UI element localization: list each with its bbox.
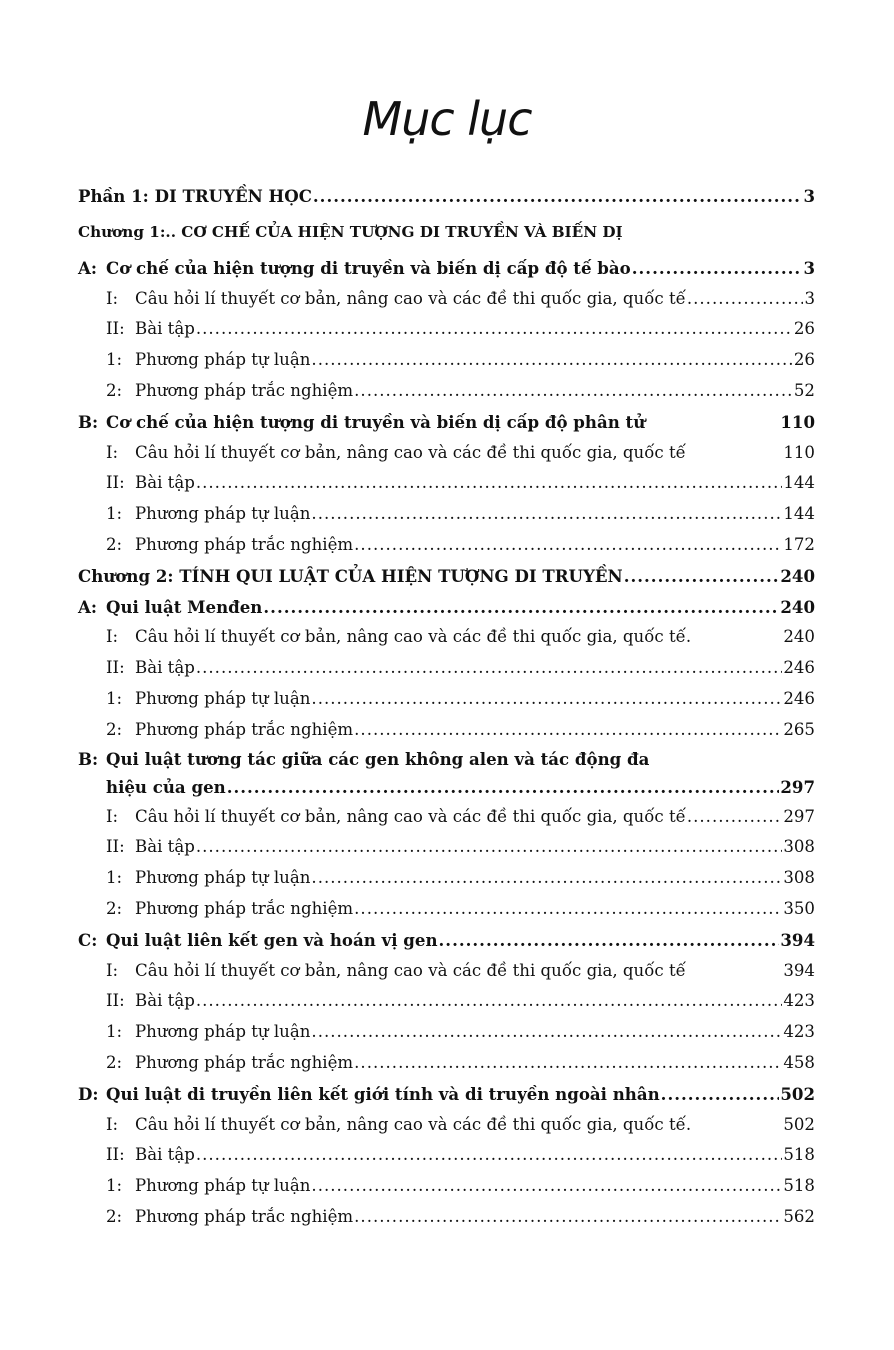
entry-prefix: C: bbox=[78, 929, 98, 950]
entry-prefix: I: bbox=[106, 806, 119, 826]
entry-prefix: D: bbox=[78, 1083, 99, 1104]
entry-label: Phần 1: DI TRUYỀN HỌC bbox=[78, 186, 312, 206]
entry-page-number: 502 bbox=[780, 1083, 815, 1104]
entry-page-number: 423 bbox=[783, 991, 815, 1011]
entry-label: Bài tập bbox=[135, 1145, 195, 1165]
toc-heading-entry[interactable] bbox=[78, 561, 815, 592]
entry-label: Bài tập bbox=[135, 473, 195, 493]
toc-subentry[interactable] bbox=[78, 499, 815, 530]
entry-prefix: I: bbox=[106, 960, 119, 980]
entry-prefix: I: bbox=[106, 627, 119, 647]
entry-prefix: 2: bbox=[106, 1052, 123, 1072]
dot-leader bbox=[354, 715, 782, 746]
entry-label: Phương pháp tự luận bbox=[135, 868, 311, 888]
entry-prefix: 2: bbox=[106, 1206, 123, 1226]
toc-subentry[interactable] bbox=[78, 956, 815, 987]
entry-page-number: 265 bbox=[783, 719, 815, 739]
entry-label: Câu hỏi lí thuyết cơ bản, nâng cao và các đề thi quốc gia, quốc tế. bbox=[135, 627, 692, 647]
toc-heading-entry[interactable] bbox=[78, 212, 815, 253]
entry-prefix: I: bbox=[106, 288, 119, 308]
toc-heading-entry[interactable] bbox=[78, 925, 815, 956]
dot-leader bbox=[196, 832, 782, 863]
entry-prefix: A: bbox=[78, 257, 98, 278]
entry-prefix: 2: bbox=[106, 898, 123, 918]
toc-heading-entry[interactable] bbox=[78, 253, 815, 284]
entry-page-number: 297 bbox=[780, 776, 815, 797]
toc-subentry[interactable] bbox=[78, 802, 815, 833]
entry-page-number: 240 bbox=[780, 596, 815, 617]
dot-leader bbox=[311, 1017, 782, 1048]
toc-heading-entry[interactable] bbox=[78, 407, 815, 438]
toc-subentry[interactable] bbox=[78, 284, 815, 315]
dot-leader bbox=[354, 1202, 782, 1233]
entry-label: Cơ chế của hiện tượng di truyền và biến dị cấp độ tế bào bbox=[106, 257, 631, 278]
entry-label: Phương pháp trắc nghiệm bbox=[135, 1052, 354, 1072]
dot-leader bbox=[354, 1048, 782, 1079]
entry-page-number: 52 bbox=[793, 380, 815, 400]
entry-prefix: 2: bbox=[106, 380, 123, 400]
toc-subentry[interactable] bbox=[78, 653, 815, 684]
dot-leader bbox=[263, 592, 779, 623]
entry-page-number: 350 bbox=[783, 898, 815, 918]
entry-label: Qui luật tương tác giữa các gen không alen và tác động đa bbox=[106, 748, 650, 769]
toc-subentry[interactable] bbox=[78, 376, 815, 407]
toc-heading-entry[interactable] bbox=[78, 592, 815, 623]
entry-prefix: I: bbox=[106, 442, 119, 462]
entry-prefix: 2: bbox=[106, 719, 123, 739]
toc-heading-entry[interactable] bbox=[78, 746, 815, 802]
toc-subentry[interactable] bbox=[78, 622, 815, 653]
entry-label: Bài tập bbox=[135, 837, 195, 857]
toc-subentry[interactable] bbox=[78, 986, 815, 1017]
dot-leader bbox=[354, 894, 782, 925]
entry-prefix: 1: bbox=[106, 350, 123, 370]
toc-subentry[interactable] bbox=[78, 832, 815, 863]
dot-leader bbox=[196, 314, 793, 345]
entry-label: Phương pháp trắc nghiệm bbox=[135, 719, 354, 739]
entry-page-number: 297 bbox=[783, 806, 815, 826]
dot-leader bbox=[313, 181, 803, 212]
entry-page-number: 3 bbox=[803, 186, 815, 206]
entry-label: Qui luật di truyền liên kết giới tính và di truyền ngoài nhân bbox=[106, 1083, 660, 1104]
entry-prefix: II: bbox=[106, 837, 125, 857]
entry-page-number: 240 bbox=[780, 565, 815, 586]
dot-leader bbox=[311, 863, 782, 894]
dot-leader bbox=[687, 284, 804, 315]
toc-subentry[interactable] bbox=[78, 1110, 815, 1141]
entry-page-number: 240 bbox=[783, 627, 815, 647]
entry-page-number: 394 bbox=[783, 960, 815, 980]
entry-prefix: 1: bbox=[106, 1176, 123, 1196]
entry-prefix: II: bbox=[106, 658, 125, 678]
toc-subentry[interactable] bbox=[78, 345, 815, 376]
entry-page-number: 394 bbox=[780, 929, 815, 950]
entry-page-number: 144 bbox=[783, 504, 815, 524]
dot-leader bbox=[632, 253, 803, 284]
dot-leader bbox=[354, 376, 793, 407]
entry-prefix: B: bbox=[78, 748, 99, 769]
entry-label: Câu hỏi lí thuyết cơ bản, nâng cao và các đề thi quốc gia, quốc tế bbox=[135, 806, 686, 826]
dot-leader bbox=[624, 561, 780, 592]
toc-subentry[interactable] bbox=[78, 530, 815, 561]
dot-leader bbox=[311, 499, 782, 530]
entry-label: Câu hỏi lí thuyết cơ bản, nâng cao và các đề thi quốc gia, quốc tế bbox=[135, 442, 686, 462]
entry-label: Phương pháp trắc nghiệm bbox=[135, 1206, 354, 1226]
entry-page-number: 562 bbox=[783, 1206, 815, 1226]
entry-label: Phương pháp tự luận bbox=[135, 1022, 311, 1042]
entry-page-number: 308 bbox=[783, 837, 815, 857]
entry-prefix: 1: bbox=[106, 868, 123, 888]
toc-subentry[interactable] bbox=[78, 1140, 815, 1171]
entry-page-number: 518 bbox=[783, 1145, 815, 1165]
entry-label: Phương pháp trắc nghiệm bbox=[135, 898, 354, 918]
entry-label-continued: hiệu của gen bbox=[106, 776, 226, 797]
dot-leader bbox=[439, 925, 780, 956]
dot-leader bbox=[196, 986, 782, 1017]
toc-subentry[interactable] bbox=[78, 438, 815, 469]
entry-label: Bài tập bbox=[135, 319, 195, 339]
entry-page-number: 423 bbox=[783, 1022, 815, 1042]
toc-subentry[interactable] bbox=[78, 1202, 815, 1233]
dot-leader bbox=[196, 1140, 782, 1171]
toc-subentry[interactable] bbox=[78, 1171, 815, 1202]
entry-label: Câu hỏi lí thuyết cơ bản, nâng cao và các đề thi quốc gia, quốc tế bbox=[135, 960, 686, 980]
toc-heading-entry[interactable] bbox=[78, 1079, 815, 1110]
entry-prefix: B: bbox=[78, 411, 99, 432]
entry-page-number: 458 bbox=[783, 1052, 815, 1072]
entry-label: Phương pháp trắc nghiệm bbox=[135, 380, 354, 400]
toc-subentry[interactable] bbox=[78, 863, 815, 894]
entry-label: Câu hỏi lí thuyết cơ bản, nâng cao và các đề thi quốc gia, quốc tế bbox=[135, 288, 686, 308]
entry-label: Phương pháp tự luận bbox=[135, 350, 311, 370]
entry-prefix: II: bbox=[106, 473, 125, 493]
dot-leader bbox=[687, 802, 782, 833]
entry-page-number: 26 bbox=[793, 319, 815, 339]
entry-prefix: 1: bbox=[106, 504, 123, 524]
entry-page-number: 308 bbox=[783, 868, 815, 888]
toc-heading-entry[interactable] bbox=[78, 181, 815, 212]
dot-leader bbox=[196, 653, 782, 684]
entry-label: Chương 1:.. CƠ CHẾ CỦA HIỆN TƯỢNG DI TRUYỀN VÀ BIẾN DỊ bbox=[78, 222, 623, 241]
dot-leader bbox=[227, 772, 780, 802]
toc-subentry[interactable] bbox=[78, 715, 815, 746]
entry-page-number: 110 bbox=[780, 411, 815, 432]
entry-prefix: 1: bbox=[106, 1022, 123, 1042]
entry-prefix: II: bbox=[106, 319, 125, 339]
entry-label: Phương pháp tự luận bbox=[135, 688, 311, 708]
toc-subentry[interactable] bbox=[78, 314, 815, 345]
entry-label: Bài tập bbox=[135, 658, 195, 678]
entry-prefix: II: bbox=[106, 991, 125, 1011]
entry-prefix: A: bbox=[78, 596, 98, 617]
dot-leader bbox=[311, 345, 792, 376]
entry-page-number: 110 bbox=[783, 442, 815, 462]
dot-leader bbox=[311, 1171, 782, 1202]
page-title: Mục lục bbox=[362, 92, 532, 146]
entry-label: Phương pháp tự luận bbox=[135, 504, 311, 524]
entry-label: Cơ chế của hiện tượng di truyền và biến dị cấp độ phân tử bbox=[106, 411, 646, 432]
entry-page-number: 3 bbox=[803, 257, 815, 278]
entry-page-number: 26 bbox=[793, 350, 815, 370]
dot-leader bbox=[661, 1079, 780, 1110]
entry-label: Bài tập bbox=[135, 991, 195, 1011]
toc-subentry[interactable] bbox=[78, 684, 815, 715]
entry-page-number: 246 bbox=[783, 658, 815, 678]
entry-page-number: 172 bbox=[783, 534, 815, 554]
entry-label: Qui luật liên kết gen và hoán vị gen bbox=[106, 929, 438, 950]
dot-leader bbox=[196, 468, 782, 499]
toc-subentry[interactable] bbox=[78, 468, 815, 499]
entry-prefix: 1: bbox=[106, 688, 123, 708]
entry-prefix: I: bbox=[106, 1114, 119, 1134]
entry-page-number: 502 bbox=[783, 1114, 815, 1134]
entry-prefix: II: bbox=[106, 1145, 125, 1165]
entry-label: Chương 2: TÍNH QUI LUẬT CỦA HIỆN TƯỢNG DI TRUYỀN bbox=[78, 565, 623, 586]
entry-prefix: 2: bbox=[106, 534, 123, 554]
entry-page-number: 246 bbox=[783, 688, 815, 708]
toc-subentry[interactable] bbox=[78, 1048, 815, 1079]
entry-page-number: 518 bbox=[783, 1176, 815, 1196]
entry-label: Phương pháp tự luận bbox=[135, 1176, 311, 1196]
entry-page-number: 144 bbox=[783, 473, 815, 493]
toc-subentry[interactable] bbox=[78, 1017, 815, 1048]
entry-label: Câu hỏi lí thuyết cơ bản, nâng cao và các đề thi quốc gia, quốc tế. bbox=[135, 1114, 692, 1134]
dot-leader bbox=[354, 530, 782, 561]
entry-page-number: 3 bbox=[804, 288, 815, 308]
toc-subentry[interactable] bbox=[78, 894, 815, 925]
table-of-contents bbox=[78, 181, 815, 1233]
dot-leader bbox=[311, 684, 782, 715]
entry-label: Qui luật Menđen bbox=[106, 596, 263, 617]
entry-label: Phương pháp trắc nghiệm bbox=[135, 534, 354, 554]
